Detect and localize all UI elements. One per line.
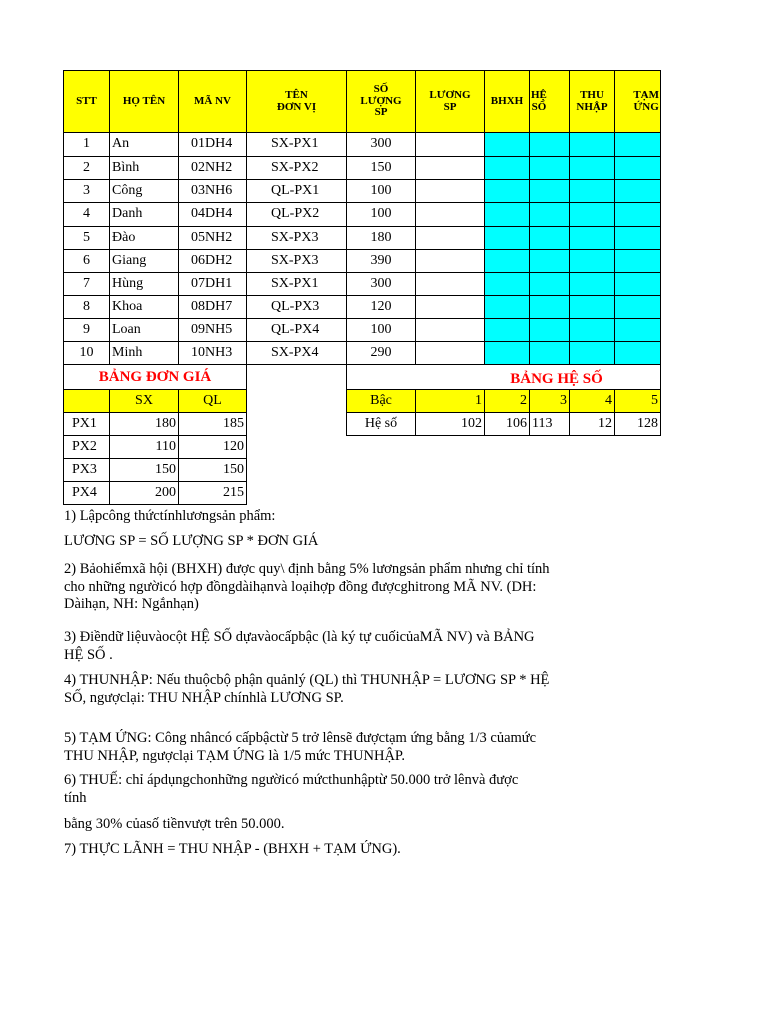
cell-ho-ten: Loan (109, 318, 179, 342)
note-1: 1) Lậpcông thứctínhlươngsản phẩm: (64, 508, 276, 524)
header-bhxh: BHXH (484, 70, 530, 133)
cell-ho-ten: An (109, 132, 179, 157)
cell-luong-sp (415, 249, 485, 273)
bac-label: Bậc (346, 389, 416, 413)
cell-he-so (529, 226, 570, 250)
cell-ho-ten: Minh (109, 341, 179, 365)
cell-luong-sp (415, 179, 485, 203)
header-he-so: HỆ SỐ (529, 70, 570, 133)
cell-ma-nv: 02NH2 (178, 156, 247, 180)
cell-don-vi: QL-PX4 (246, 318, 347, 342)
don-gia-ql: 120 (178, 435, 247, 459)
bac-value: 3 (529, 389, 570, 413)
he-so-value: 106 (484, 412, 530, 436)
cell-he-so (529, 341, 570, 365)
note-formula: LƯƠNG SP = SỐ LƯỢNG SP * ĐƠN GIÁ (64, 533, 319, 549)
cell-tam-ung (614, 179, 661, 203)
header-ho-ten: HỌ TÊN (109, 70, 179, 133)
cell-stt: 2 (63, 156, 110, 180)
cell-luong-sp (415, 202, 485, 227)
cell-so-luong: 300 (346, 272, 416, 296)
header-stt: STT (63, 70, 110, 133)
cell-thu-nhap (569, 132, 615, 157)
bac-value: 4 (569, 389, 615, 413)
cell-don-vi: SX-PX4 (246, 341, 347, 365)
cell-don-vi: SX-PX2 (246, 156, 347, 180)
cell-so-luong: 300 (346, 132, 416, 157)
bac-value: 5 (614, 389, 661, 413)
cell-thu-nhap (569, 249, 615, 273)
cell-luong-sp (415, 295, 485, 319)
cell-bhxh (484, 249, 530, 273)
don-gia-title: BẢNG ĐƠN GIÁ (98, 368, 212, 385)
cell-tam-ung (614, 295, 661, 319)
cell-he-so (529, 179, 570, 203)
cell-don-vi: QL-PX1 (246, 179, 347, 203)
cell-tam-ung (614, 202, 661, 227)
cell-ma-nv: 04DH4 (178, 202, 247, 227)
don-gia-ql: 150 (178, 458, 247, 482)
cell-so-luong: 390 (346, 249, 416, 273)
cell-luong-sp (415, 318, 485, 342)
don-gia-sx: 110 (109, 435, 179, 459)
cell-he-so (529, 156, 570, 180)
cell-stt: 4 (63, 202, 110, 227)
cell-luong-sp (415, 226, 485, 250)
don-gia-label: PX3 (63, 458, 110, 482)
cell-thu-nhap (569, 202, 615, 227)
cell-so-luong: 180 (346, 226, 416, 250)
cell-ma-nv: 08DH7 (178, 295, 247, 319)
cell-so-luong: 100 (346, 202, 416, 227)
cell-thu-nhap (569, 295, 615, 319)
header-tam-ung: TẠM ỨNG (614, 70, 661, 133)
cell-tam-ung (614, 318, 661, 342)
he-so-value: 12 (569, 412, 615, 436)
bac-value: 1 (415, 389, 485, 413)
cell-ma-nv: 07DH1 (178, 272, 247, 296)
he-so-title: BẢNG HỆ SỐ (510, 370, 603, 387)
cell-stt: 8 (63, 295, 110, 319)
cell-he-so (529, 202, 570, 227)
cell-tam-ung (614, 272, 661, 296)
cell-ho-ten: Khoa (109, 295, 179, 319)
cell-luong-sp (415, 156, 485, 180)
cell-tam-ung (614, 132, 661, 157)
note-6: 6) THUẾ: chỉ ápdụngchonhững ngườicó mứcthunhậptừ 50.000 trở lênvà được tính (64, 772, 519, 806)
cell-ho-ten: Hùng (109, 272, 179, 296)
cell-ma-nv: 06DH2 (178, 249, 247, 273)
cell-thu-nhap (569, 341, 615, 365)
cell-thu-nhap (569, 272, 615, 296)
note-2: 2) Bảohiểmxã hội (BHXH) được quy\ định bằng 5% lươngsản phẩm nhưng chỉ tính cho những ngườicó hợp đồngdàihạnvà loạihợp đồng đượcghitrong MÃ NV. (DH: Dàihạn, NH: Ngắnhạn) (64, 561, 550, 613)
cell-luong-sp (415, 272, 485, 296)
cell-luong-sp (415, 341, 485, 365)
don-gia-sx: 150 (109, 458, 179, 482)
he-so-value: 102 (415, 412, 485, 436)
cell-thu-nhap (569, 226, 615, 250)
cell-ma-nv: 09NH5 (178, 318, 247, 342)
don-gia-label: PX2 (63, 435, 110, 459)
cell-stt: 10 (63, 341, 110, 365)
cell-don-vi: SX-PX1 (246, 132, 347, 157)
cell-ma-nv: 05NH2 (178, 226, 247, 250)
don-gia-label: PX4 (63, 481, 110, 505)
header-thu-nhap: THU NHẬP (569, 70, 615, 133)
cell-so-luong: 290 (346, 341, 416, 365)
don-gia-corner (63, 389, 110, 413)
cell-thu-nhap (569, 318, 615, 342)
cell-ho-ten: Danh (109, 202, 179, 227)
cell-tam-ung (614, 249, 661, 273)
don-gia-sx: 180 (109, 412, 179, 436)
cell-tam-ung (614, 341, 661, 365)
cell-ma-nv: 10NH3 (178, 341, 247, 365)
cell-he-so (529, 132, 570, 157)
cell-tam-ung (614, 226, 661, 250)
cell-ma-nv: 03NH6 (178, 179, 247, 203)
cell-so-luong: 100 (346, 179, 416, 203)
cell-don-vi: SX-PX3 (246, 226, 347, 250)
he-so-value: 128 (614, 412, 661, 436)
don-gia-col-ql: QL (178, 389, 247, 413)
cell-thu-nhap (569, 179, 615, 203)
don-gia-label: PX1 (63, 412, 110, 436)
cell-so-luong: 150 (346, 156, 416, 180)
cell-stt: 7 (63, 272, 110, 296)
cell-don-vi: SX-PX3 (246, 249, 347, 273)
don-gia-col-sx: SX (109, 389, 179, 413)
cell-ho-ten: Bình (109, 156, 179, 180)
don-gia-ql: 185 (178, 412, 247, 436)
cell-bhxh (484, 156, 530, 180)
cell-luong-sp (415, 132, 485, 157)
cell-ma-nv: 01DH4 (178, 132, 247, 157)
cell-bhxh (484, 226, 530, 250)
cell-stt: 1 (63, 132, 110, 157)
header-ten-don-vi: TÊN ĐƠN VỊ (246, 70, 347, 133)
note-4: 4) THUNHẬP: Nếu thuộcbộ phận quảnlý (QL) thì THUNHẬP = LƯƠNG SP * HỆ SỐ, ngượclại: THU NHẬP chínhlà LƯƠNG SP. (64, 672, 550, 706)
bac-value: 2 (484, 389, 530, 413)
cell-bhxh (484, 318, 530, 342)
cell-bhxh (484, 179, 530, 203)
header-so-luong-sp: SỐ LƯỢNG SP (346, 70, 416, 133)
cell-stt: 6 (63, 249, 110, 273)
don-gia-sx: 200 (109, 481, 179, 505)
cell-stt: 3 (63, 179, 110, 203)
note-3: 3) Điềndữ liệuvàocột HỆ SỐ dựavàocấpbậc (là ký tự cuốicủaMÃ NV) và BẢNG HỆ SỐ . (64, 629, 535, 663)
cell-stt: 5 (63, 226, 110, 250)
cell-ho-ten: Công (109, 179, 179, 203)
cell-bhxh (484, 202, 530, 227)
note-6-cont: bằng 30% củasố tiềnvượt trên 50.000. (64, 816, 285, 832)
cell-he-so (529, 272, 570, 296)
cell-thu-nhap (569, 156, 615, 180)
cell-he-so (529, 318, 570, 342)
cell-bhxh (484, 272, 530, 296)
cell-he-so (529, 249, 570, 273)
don-gia-ql: 215 (178, 481, 247, 505)
cell-stt: 9 (63, 318, 110, 342)
note-5: 5) TẠM ỨNG: Công nhâncó cấpbậctừ 5 trở lênsẽ đượctạm ứng bằng 1/3 củamức THU NHẬP, ngượclại TẠM ỨNG là 1/5 mức THUNHẬP. (64, 730, 537, 764)
cell-he-so (529, 295, 570, 319)
cell-so-luong: 100 (346, 318, 416, 342)
cell-tam-ung (614, 156, 661, 180)
he-so-label: Hệ số (346, 412, 416, 436)
cell-ho-ten: Đào (109, 226, 179, 250)
cell-so-luong: 120 (346, 295, 416, 319)
cell-don-vi: QL-PX2 (246, 202, 347, 227)
header-luong-sp: LƯƠNG SP (415, 70, 485, 133)
cell-bhxh (484, 295, 530, 319)
cell-ho-ten: Giang (109, 249, 179, 273)
he-so-value: 113 (529, 412, 570, 436)
cell-don-vi: SX-PX1 (246, 272, 347, 296)
cell-bhxh (484, 132, 530, 157)
note-7: 7) THỰC LÃNH = THU NHẬP - (BHXH + TẠM ỨNG). (64, 841, 401, 857)
cell-don-vi: QL-PX3 (246, 295, 347, 319)
header-ma-nv: MÃ NV (178, 70, 247, 133)
cell-bhxh (484, 341, 530, 365)
